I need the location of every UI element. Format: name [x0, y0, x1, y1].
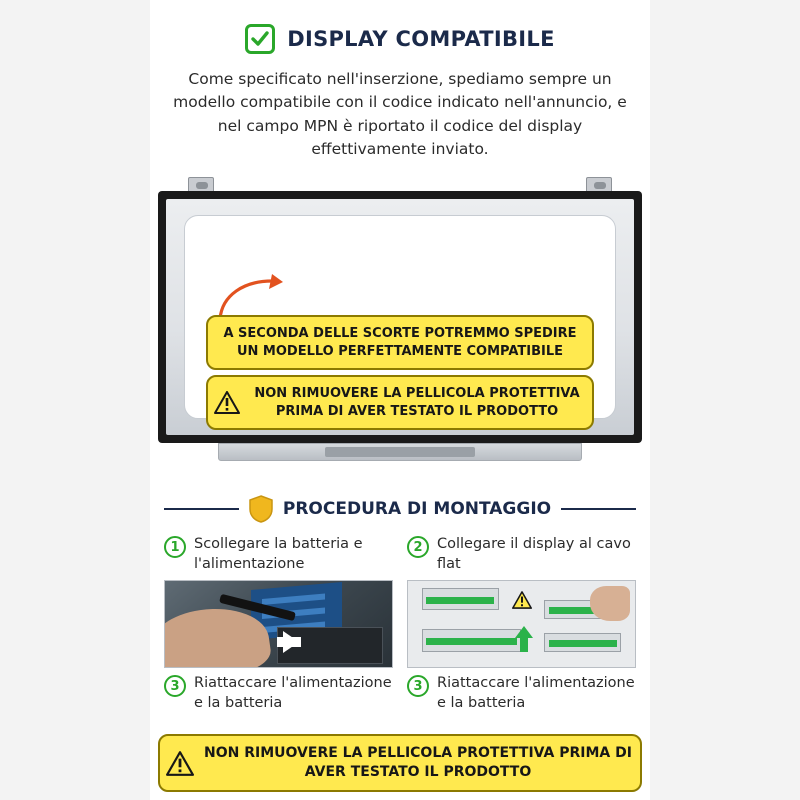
- step-number: 3: [164, 675, 186, 697]
- warning-triangle-icon: [166, 751, 194, 776]
- left-margin-rail: [0, 0, 150, 800]
- panel-connector-strip: [218, 443, 582, 461]
- step-1: [164, 535, 393, 668]
- warning-triangle-icon: [214, 391, 240, 414]
- shield-icon: [249, 495, 273, 523]
- step-3-right: [407, 674, 636, 713]
- step-number: 3: [407, 675, 429, 697]
- step-2: [407, 535, 636, 668]
- green-check-icon: [245, 24, 275, 54]
- step-number: 2: [407, 536, 429, 558]
- header: [150, 0, 650, 54]
- flat-cable-strip: [549, 640, 617, 647]
- procedure-steps: [164, 535, 636, 713]
- right-margin-rail: [650, 0, 800, 800]
- page-title: DISPLAY COMPATIBILE: [287, 27, 555, 51]
- step-text: Riattaccare l'alimentazione e la batteria: [194, 675, 392, 711]
- divider-left: [164, 508, 239, 510]
- procedure-title: PROCEDURA DI MONTAGGIO: [282, 499, 552, 519]
- flat-cable-connector-photo: [407, 580, 636, 668]
- green-arrow-icon: [515, 626, 533, 638]
- intro-paragraph: Come specificato nell'inserzione, spediamo sempre un modello compatibile con il codice indicato nell'annuncio, e nel campo MPN è riportato il codice del display effettivamente inviato.: [173, 70, 627, 158]
- hand-shape: [590, 586, 631, 620]
- film-warning-callout: [206, 375, 594, 430]
- panel-bezel: [158, 191, 642, 443]
- laptop-internals-photo: [164, 580, 393, 668]
- content-column: [150, 0, 650, 800]
- compatibility-callout-text: A SECONDA DELLE SCORTE POTREMMO SPEDIRE UN MODELLO PERFETTAMENTE COMPATIBILE: [223, 326, 577, 359]
- display-panel-illustration: [158, 177, 642, 477]
- procedure-header: [164, 495, 636, 523]
- flat-cable-strip: [426, 597, 494, 604]
- panel-surface: [166, 199, 634, 435]
- film-warning-text: NON RIMUOVERE LA PELLICOLA PROTETTIVA PRIMA DI AVER TESTATO IL PRODOTTO: [254, 386, 580, 419]
- footer-warning-banner: [158, 734, 642, 792]
- step-text: Collegare il display al cavo flat: [437, 536, 631, 572]
- flat-cable-strip: [426, 638, 517, 645]
- white-arrow-icon: [283, 631, 299, 653]
- step-text: Riattaccare l'alimentazione e la batteria: [437, 675, 635, 711]
- curved-arrow-icon: [214, 273, 284, 321]
- divider-right: [561, 508, 636, 510]
- step-number: 1: [164, 536, 186, 558]
- step-text: Scollegare la batteria e l'alimentazione: [194, 536, 363, 572]
- footer-warning-text: NON RIMUOVERE LA PELLICOLA PROTETTIVA PRIMA DI AVER TESTATO IL PRODOTTO: [204, 745, 632, 781]
- warning-triangle-icon: [512, 591, 532, 609]
- compatibility-callout: [206, 315, 594, 370]
- step-3-left: [164, 674, 393, 713]
